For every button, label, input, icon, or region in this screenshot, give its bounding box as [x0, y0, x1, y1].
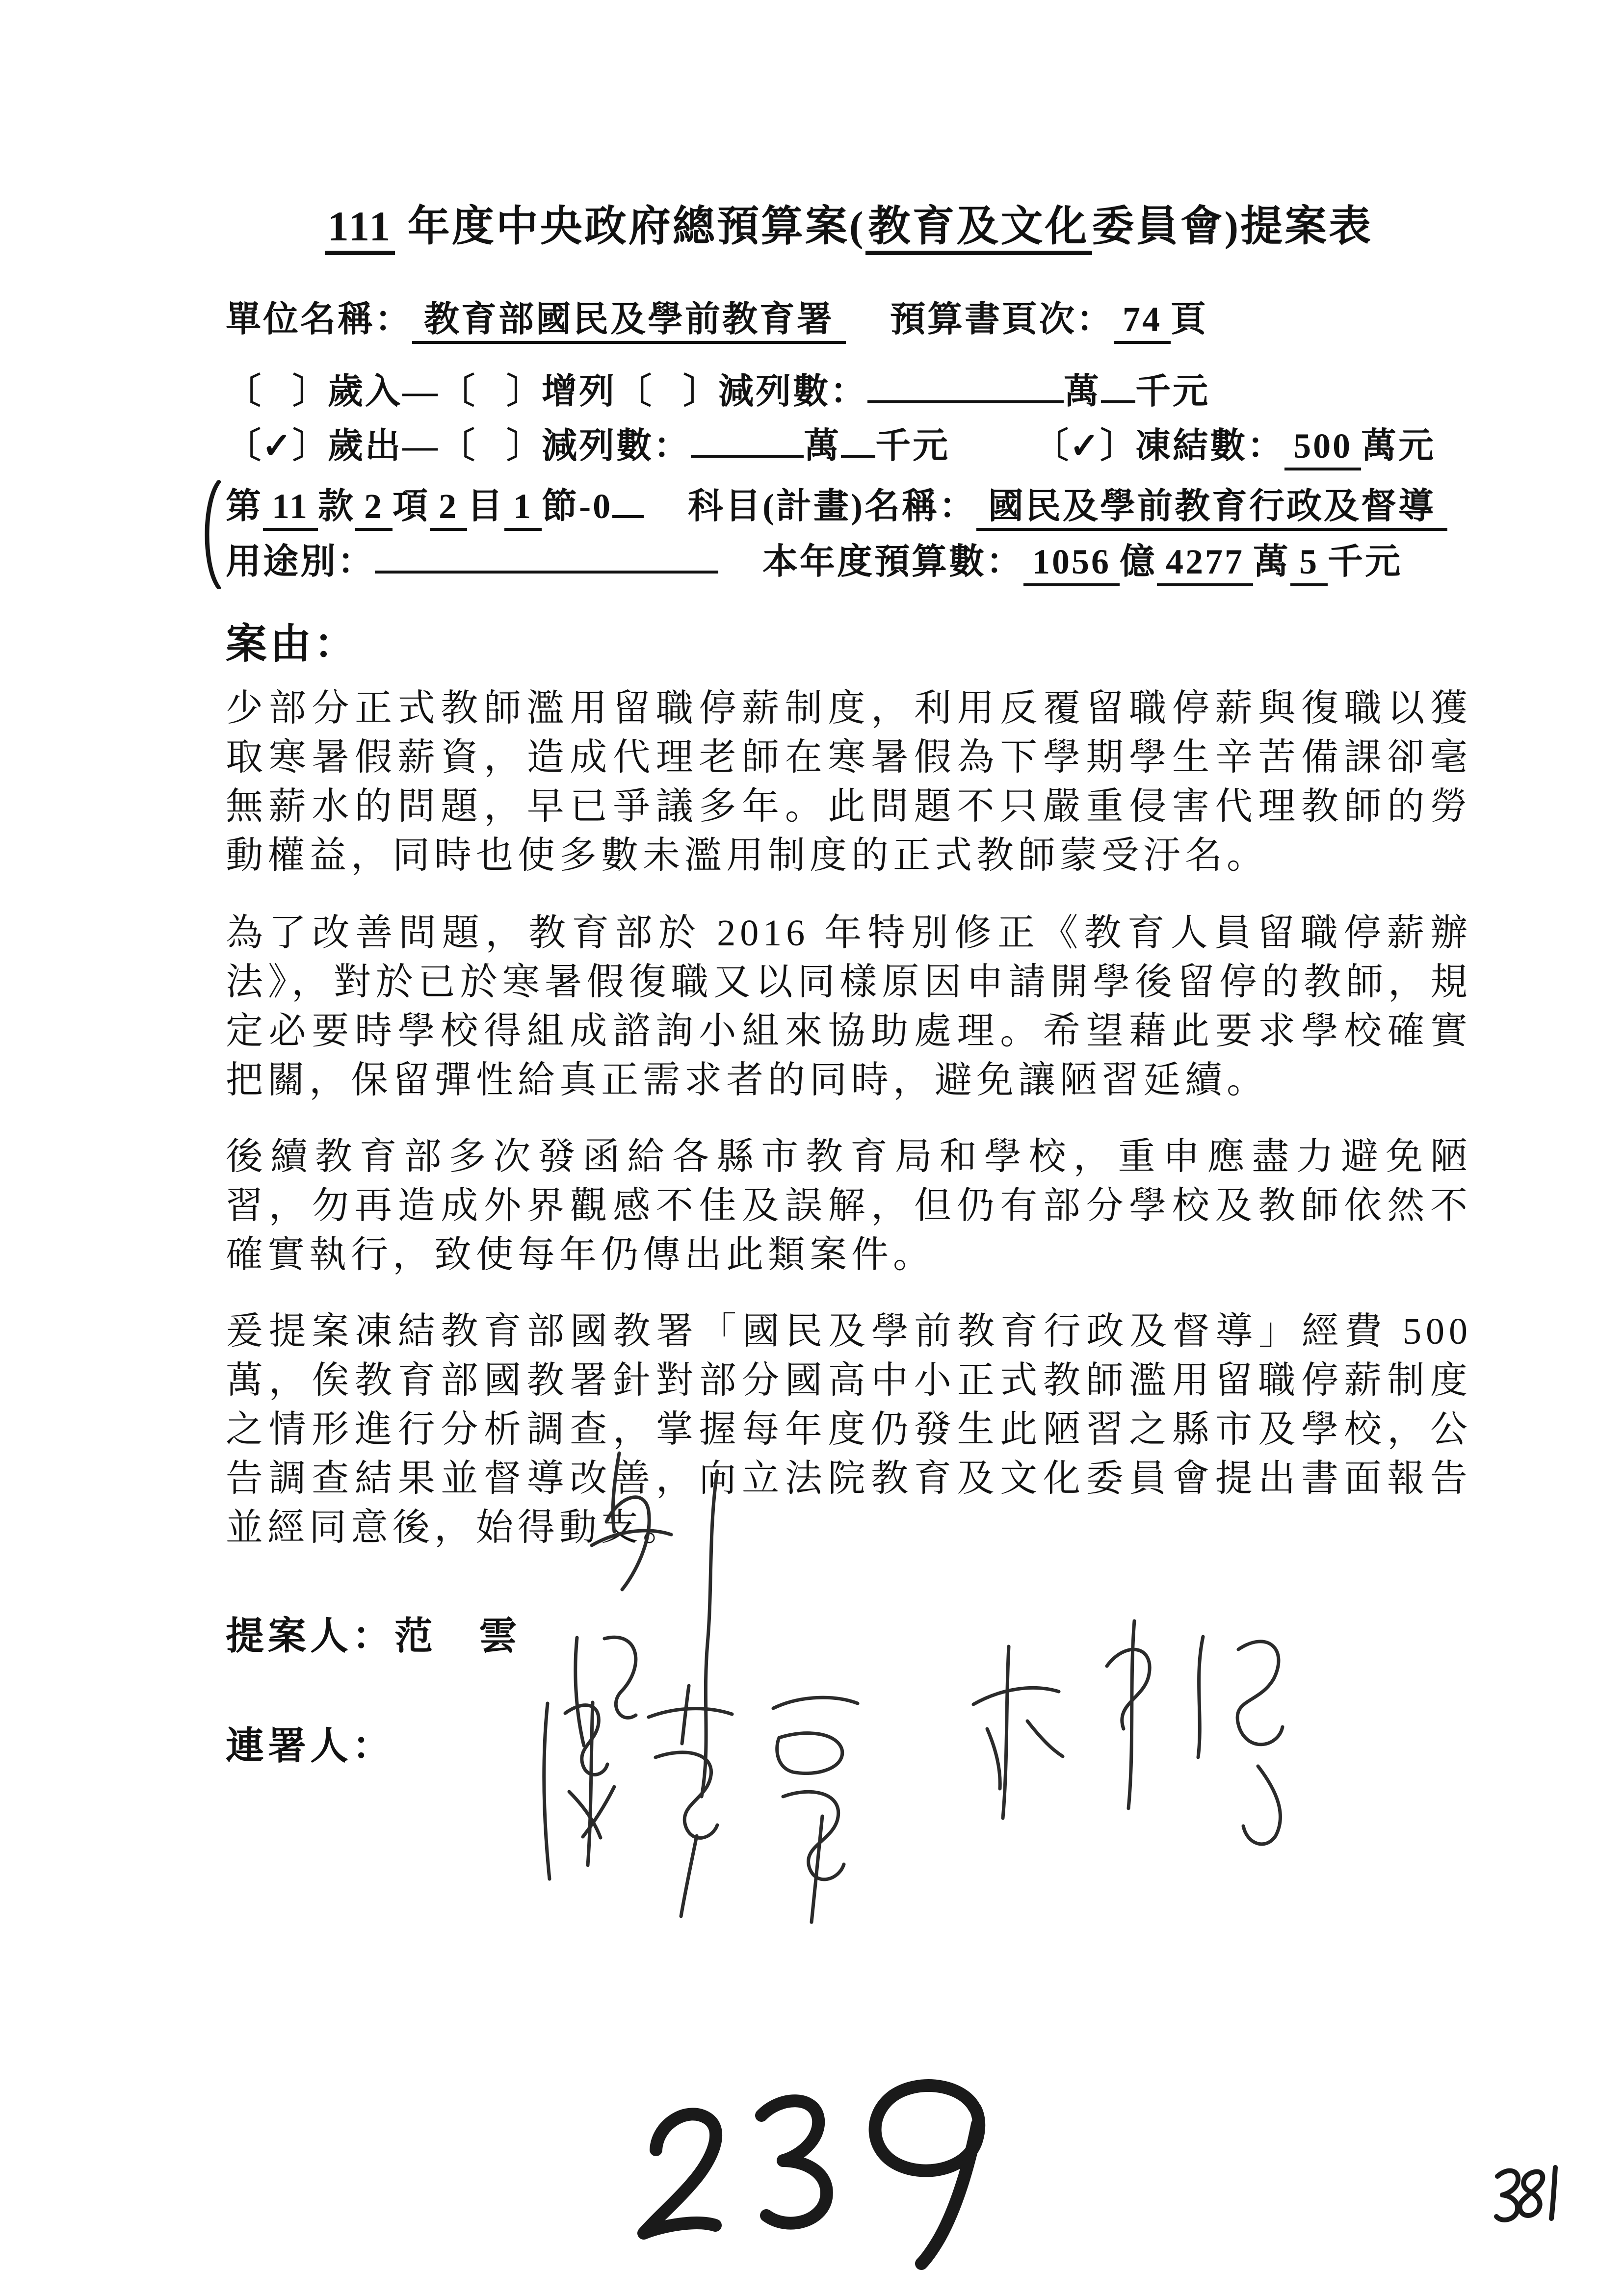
- budget-u1: 億: [1120, 542, 1157, 581]
- thousand-blank-2: [841, 423, 875, 458]
- annual-budget-label: 本年度預算數：: [762, 542, 1024, 581]
- paragraph-4: 爰提案凍結教育部國教署「國民及學前教育行政及督導」經費 500 萬，俟教育部國教署針對部分國高中小正式教師濫用留職停薪制度之情形進行分析調查，掌握每年度仍發生此陋習之縣市及學校，公告調查結果並督導改善，向立法院教育及文化委員會提出書面報告並經同意後，始得動支。: [226, 1310, 1472, 1548]
- budget-u3: 千元: [1328, 542, 1403, 581]
- checkbox-freeze: 〔✓〕: [1033, 426, 1135, 466]
- expenditure-row: [226, 423, 1472, 470]
- cut-amount-blank-2: [691, 423, 804, 458]
- proposer-row: [226, 1605, 1472, 1660]
- checkbox-increase: 〔 〕: [440, 371, 542, 411]
- item-jie-value: 1: [504, 487, 542, 531]
- wan-unit: 萬: [1064, 371, 1101, 411]
- cut-amount-label-2: 減列數：: [542, 426, 691, 466]
- budget-page-value: 74: [1114, 300, 1171, 344]
- budget-v2: 4277: [1157, 542, 1253, 586]
- proposer-label: 提案人：: [226, 1614, 395, 1657]
- expenditure-dash: —: [402, 426, 440, 466]
- budget-v1: 1056: [1023, 542, 1120, 586]
- subject-value: 國民及學前教育行政及督導: [976, 487, 1447, 531]
- budget-v3: 5: [1290, 542, 1328, 586]
- item-xiang-value: 2: [355, 487, 393, 531]
- title-year: 111: [325, 203, 395, 255]
- budget-page-label: 預算書頁次：: [890, 299, 1114, 339]
- freeze-unit: 萬元: [1361, 426, 1436, 466]
- unit-name-value: 教育部國民及學前教育署: [412, 300, 846, 344]
- budget-item-row: [226, 483, 1472, 530]
- revenue-row: [226, 368, 1472, 415]
- paragraph-3: 後續教育部多次發函給各縣市教育局和學校，重申應盡力避免陋習，勿再造成外界觀感不佳及誤解，但仍有部分學校及教師依然不確實執行，致使每年仍傳出此類案件。: [226, 1136, 1472, 1276]
- checkbox-freeze-mark: ✓: [1069, 426, 1100, 466]
- budget-u2: 萬: [1253, 542, 1291, 581]
- unit-name-label: 單位名稱：: [226, 299, 413, 339]
- item-jie: 節-0: [542, 486, 613, 526]
- item-mu-value: 2: [430, 487, 467, 531]
- wan-unit-2: 萬: [804, 426, 841, 466]
- freeze-label: 凍結數：: [1135, 426, 1285, 466]
- case-reason-label: 案由：: [226, 621, 359, 667]
- usage-row: [226, 539, 1472, 585]
- checkbox-expenditure: 〔✓〕: [226, 426, 328, 466]
- item-mu: 目: [467, 486, 505, 526]
- thousand-blank: [1101, 368, 1135, 403]
- item-xiang: 項: [393, 486, 430, 526]
- left-brace: [198, 480, 221, 589]
- increase-label: 增列: [542, 371, 617, 411]
- usage-label: 用途別：: [226, 542, 375, 581]
- title-text-2: 委員會)提案表: [1092, 203, 1373, 250]
- item-bracket-group: [226, 483, 1472, 585]
- title-committee: 教育及文化: [865, 203, 1092, 255]
- revenue-dash: —: [402, 371, 440, 411]
- cut-amount-label: 減列數：: [718, 371, 868, 411]
- qian-unit: 千元: [1135, 371, 1210, 411]
- cut-amount-blank: [867, 368, 1064, 403]
- expenditure-label: 歲出: [328, 426, 403, 466]
- proposer-name: 范 雲: [394, 1614, 522, 1657]
- qian-unit-2: 千元: [875, 426, 950, 466]
- item-di: 第: [226, 486, 263, 526]
- checkbox-revenue: 〔 〕: [226, 371, 328, 411]
- cosigner-row: [226, 1715, 1472, 1770]
- page-title: [226, 200, 1472, 253]
- checkbox-expenditure-mark: ✓: [262, 426, 292, 466]
- handwritten-page-number-center: [644, 2086, 979, 2264]
- cosigner-label: 連署人：: [226, 1724, 395, 1767]
- paragraph-2: 為了改善問題，教育部於 2016 年特別修正《教育人員留職停薪辦法》，對於已於寒暑假復職又以同樣原因申請開學後留停的教師，規定必要時學校得組成諮詢小組來協助處理。希望藉此要求學校確實把關，保留彈性給真正需求者的同時，避免讓陋習延續。: [226, 912, 1472, 1101]
- unit-name-row: [226, 296, 1472, 343]
- item-kuan: 款: [318, 486, 356, 526]
- paragraph-1: 少部分正式教師濫用留職停薪制度，利用反覆留職停薪與復職以獲取寒暑假薪資，造成代理老師在寒暑假為下學期學生辛苦備課卻毫無薪水的問題，早已爭議多年。此問題不只嚴重侵害代理教師的勞動權益，同時也使多數未濫用制度的正式教師蒙受汙名。: [226, 687, 1472, 876]
- item-kuan-value: 11: [263, 487, 318, 531]
- item-jie-blank: [612, 483, 644, 518]
- subject-label: 科目(計畫)名稱：: [688, 486, 977, 526]
- title-text-1: 年度中央政府總預算案(: [395, 203, 865, 250]
- checkbox-cut-revenue: 〔 〕: [616, 371, 719, 411]
- budget-page-unit: 頁: [1171, 299, 1208, 339]
- checkbox-cut-expenditure: 〔 〕: [440, 426, 542, 466]
- usage-blank: [375, 539, 718, 574]
- revenue-label: 歲入: [328, 371, 403, 411]
- handwritten-page-number-corner: [1496, 2167, 1555, 2220]
- freeze-value: 500: [1284, 426, 1361, 470]
